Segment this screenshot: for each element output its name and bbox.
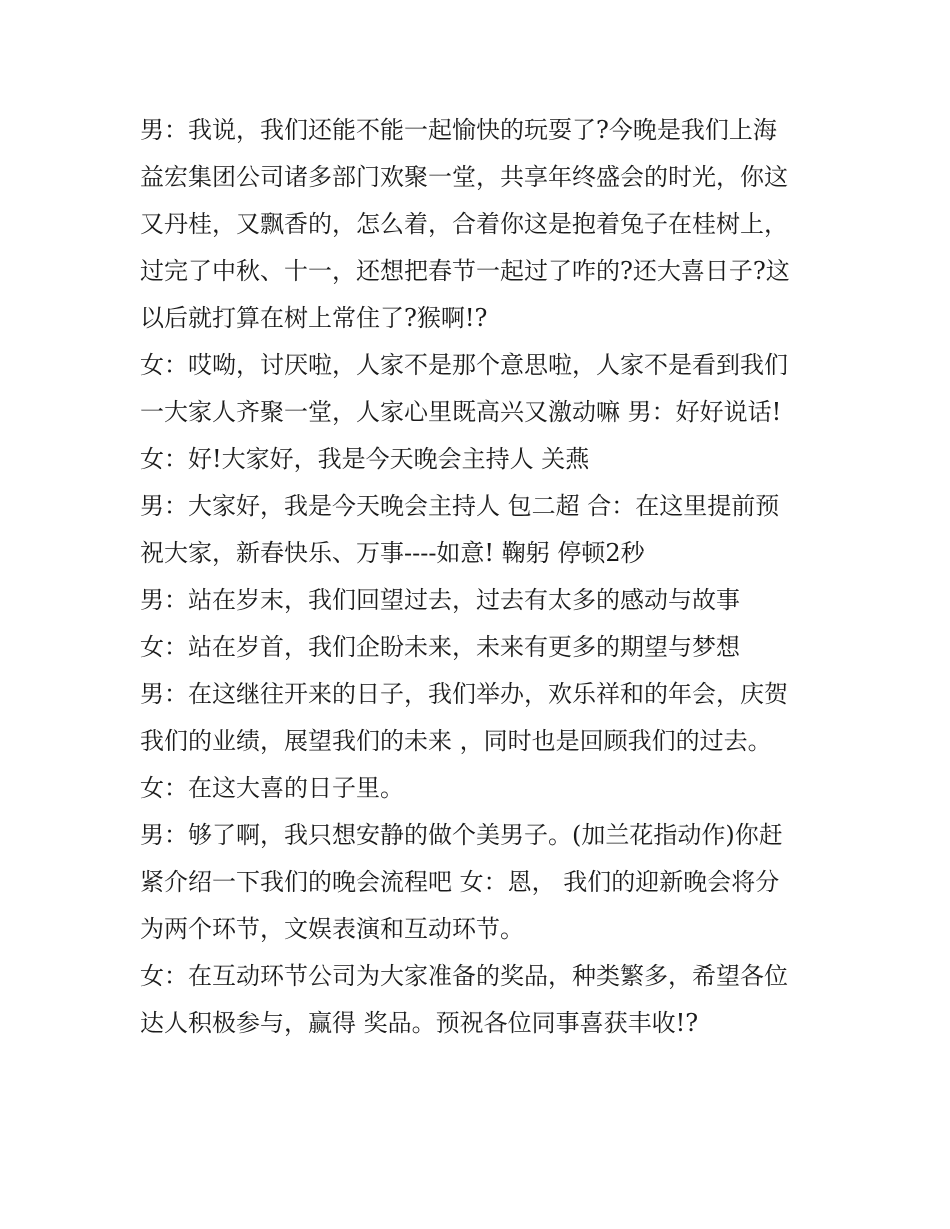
text-line: 男：站在岁末，我们回望过去，过去有太多的感动与故事 <box>140 586 740 614</box>
text-line: 又丹桂，又飘香的，怎么着，合着你这是抱着兔子在桂树上， <box>140 210 788 238</box>
text-line: 达人积极参与，赢得 奖品。预祝各位同事喜获丰收!? <box>140 1009 699 1037</box>
text-line: 男：够了啊，我只想安静的做个美男子。(加兰花指动作)你赶 <box>140 821 783 849</box>
text-line: 益宏集团公司诸多部门欢聚一堂，共享年终盛会的时光，你这 <box>140 163 788 191</box>
text-line: 以后就打算在树上常住了?猴啊!? <box>140 304 488 332</box>
text-line: 祝大家，新春快乐、万事----如意! 鞠躬 停顿2秒 <box>140 539 645 567</box>
text-line: 女：站在岁首，我们企盼未来，未来有更多的期望与梦想 <box>140 633 740 661</box>
text-line: 我们的业绩，展望我们的未来 ，同时也是回顾我们的过去。 <box>140 727 772 755</box>
text-line: 过完了中秋、十一，还想把春节一起过了咋的?还大喜日子?这 <box>140 257 790 285</box>
text-line: 女：在这大喜的日子里。 <box>140 774 404 802</box>
text-line: 女：在互动环节公司为大家准备的奖品，种类繁多，希望各位 <box>140 962 788 990</box>
script-text <box>140 107 820 1047</box>
text-line: 男：我说，我们还能不能一起愉快的玩耍了?今晚是我们上海 <box>140 116 777 144</box>
text-line: 女：好!大家好，我是今天晚会主持人 关燕 <box>140 445 590 473</box>
text-line: 一大家人齐聚一堂，人家心里既高兴又激动嘛 男：好好说话! <box>140 398 782 426</box>
text-line: 男：大家好，我是今天晚会主持人 包二超 合：在这里提前预 <box>140 492 780 520</box>
text-line: 男：在这继往开来的日子，我们举办，欢乐祥和的年会，庆贺 <box>140 680 788 708</box>
text-line: 女：哎呦，讨厌啦，人家不是那个意思啦，人家不是看到我们 <box>140 351 788 379</box>
text-line: 为两个环节，文娱表演和互动环节。 <box>140 915 524 943</box>
text-line: 紧介绍一下我们的晚会流程吧 女：恩， 我们的迎新晚会将分 <box>140 868 780 896</box>
